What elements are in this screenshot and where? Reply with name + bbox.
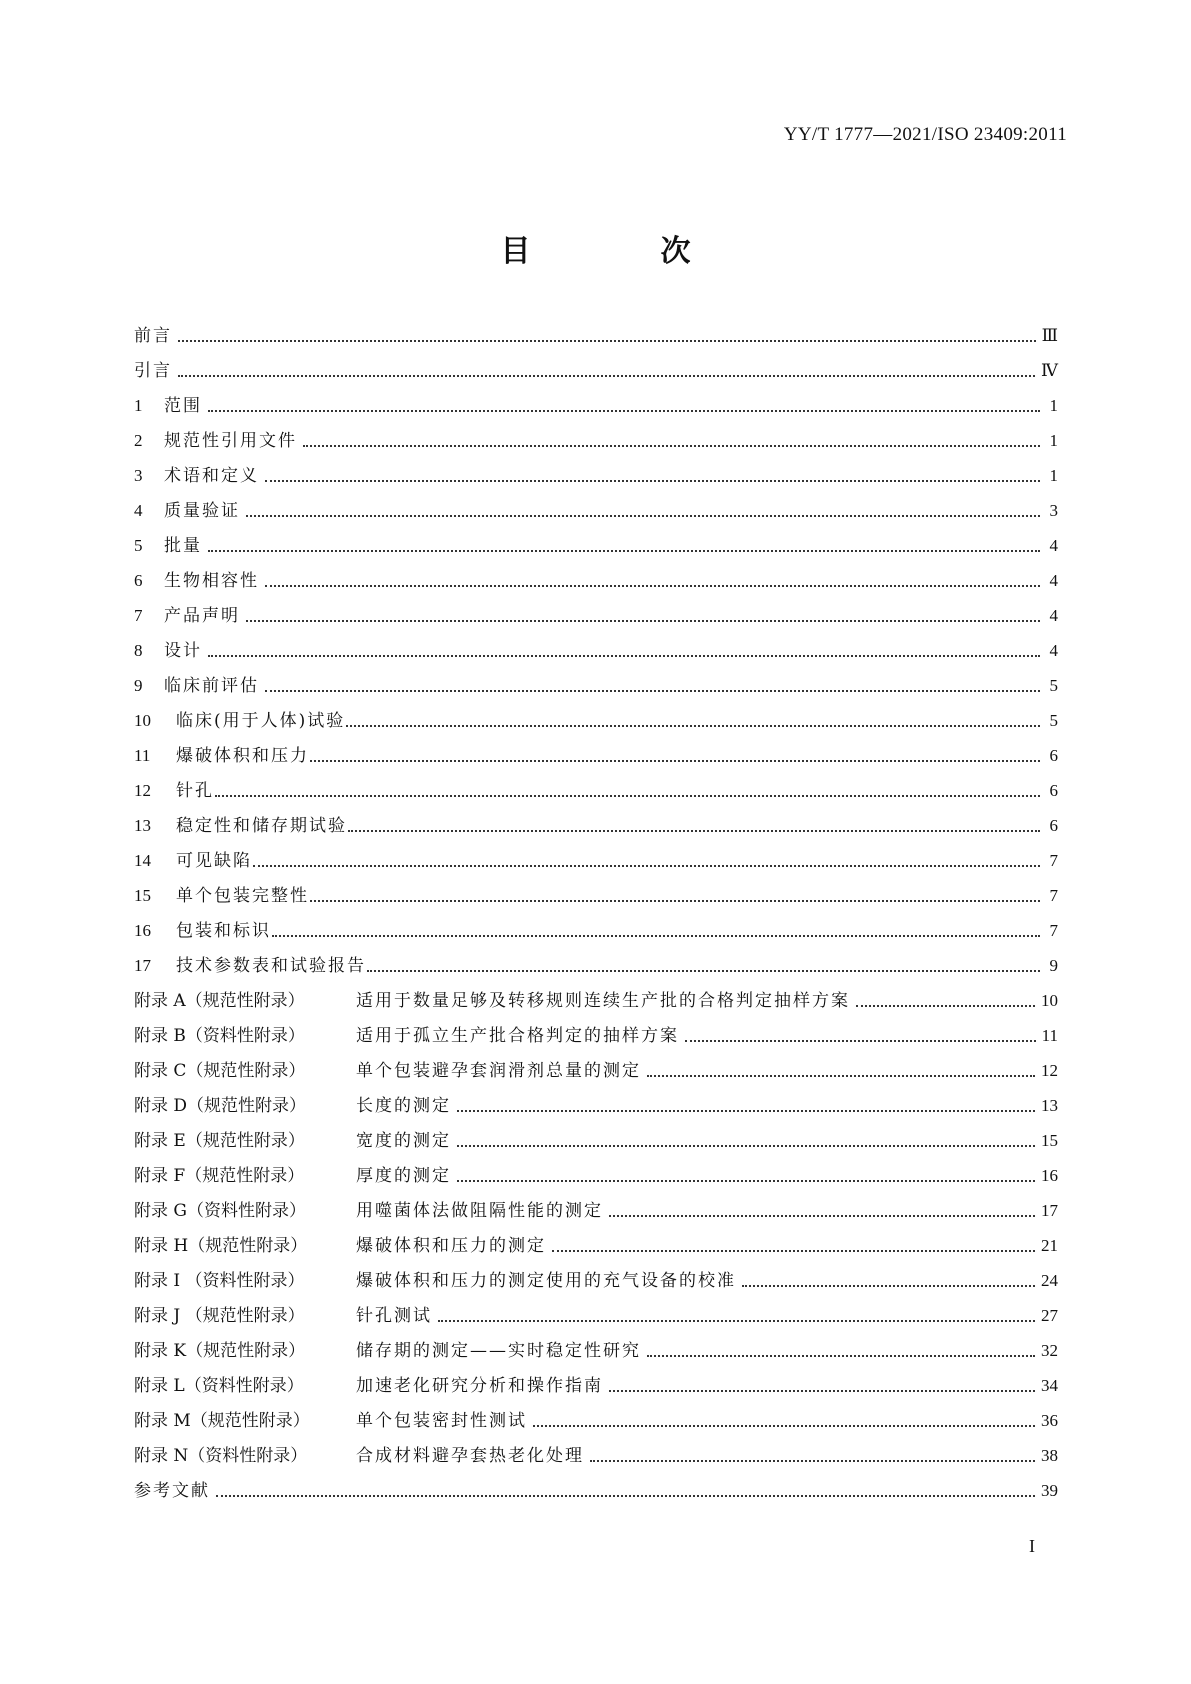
toc-entry-title: 包装和标识	[176, 921, 271, 941]
toc-entry-page: 4	[1049, 606, 1058, 625]
toc-entry-title: 用噬菌体法做阻隔性能的测定	[356, 1201, 603, 1221]
toc-entry-number: 附录 L（资料性附录）	[134, 1376, 304, 1396]
toc-entry[interactable]	[134, 697, 1058, 732]
standard-code: YY/T 1777—2021/ISO 23409:2011	[783, 124, 1067, 145]
toc-entry-page: 34	[1041, 1376, 1058, 1395]
toc-dot-leader	[178, 339, 1036, 342]
toc-dot-leader	[178, 374, 1035, 377]
toc-entry-page: 15	[1041, 1131, 1058, 1150]
toc-dot-leader	[552, 1249, 1035, 1252]
toc-entry[interactable]	[134, 1362, 1058, 1397]
toc-entry-title: 规范性引用文件	[164, 431, 297, 451]
toc-entry-number: 5	[134, 536, 143, 555]
toc-entry-number: 6	[134, 571, 143, 590]
toc-entry-title: 单个包装密封性测试	[356, 1411, 527, 1431]
toc-entry-page: 10	[1041, 991, 1058, 1010]
toc-dot-leader	[215, 794, 1040, 797]
toc-entry-number: 附录 G（资料性附录）	[134, 1201, 306, 1221]
toc-entry-title: 产品声明	[164, 606, 240, 626]
toc-dot-leader	[457, 1179, 1035, 1182]
toc-entry[interactable]	[134, 627, 1058, 662]
toc-entry-number: 附录 F（规范性附录）	[134, 1166, 305, 1186]
toc-dot-leader	[208, 409, 1040, 412]
toc-entry[interactable]	[134, 1432, 1058, 1467]
toc-entry-number: 13	[134, 816, 151, 835]
toc-entry-page: 27	[1041, 1306, 1058, 1325]
toc-entry-title: 单个包装避孕套润滑剂总量的测定	[356, 1061, 641, 1081]
toc-entry[interactable]	[134, 487, 1058, 522]
toc-entry[interactable]	[134, 1117, 1058, 1152]
toc-entry-number: 附录 D（规范性附录）	[134, 1096, 307, 1116]
toc-entry[interactable]	[134, 977, 1058, 1012]
toc-entry-page: 36	[1041, 1411, 1058, 1430]
toc-entry-page: Ⅳ	[1041, 361, 1058, 380]
toc-dot-leader	[533, 1424, 1035, 1427]
toc-entry[interactable]	[134, 767, 1058, 802]
toc-entry-page: 6	[1049, 816, 1058, 835]
toc-dot-leader	[346, 724, 1040, 727]
toc-entry[interactable]	[134, 732, 1058, 767]
toc-dot-leader	[265, 689, 1040, 692]
toc-entry-number: 附录 H（规范性附录）	[134, 1236, 308, 1256]
toc-dot-leader	[367, 969, 1040, 972]
toc-entry-number: 15	[134, 886, 151, 905]
toc-entry-page: 7	[1049, 886, 1058, 905]
table-of-contents	[134, 325, 1058, 1502]
toc-entry[interactable]	[134, 1397, 1058, 1432]
toc-entry-number: 11	[134, 746, 151, 765]
toc-entry[interactable]	[134, 1467, 1058, 1502]
toc-entry-page: 24	[1041, 1271, 1058, 1290]
toc-entry-title: 参考文献	[134, 1481, 210, 1501]
toc-entry-page: 3	[1049, 501, 1058, 520]
toc-entry-number: 附录 B（资料性附录）	[134, 1026, 305, 1046]
toc-dot-leader	[265, 479, 1040, 482]
toc-entry-page: 1	[1049, 466, 1058, 485]
toc-entry-title: 设计	[164, 641, 202, 661]
toc-entry-title: 稳定性和储存期试验	[176, 816, 347, 836]
toc-entry[interactable]	[134, 662, 1058, 697]
toc-entry-title: 单个包装完整性	[176, 886, 309, 906]
toc-entry-number: 16	[134, 921, 151, 940]
toc-entry[interactable]	[134, 1047, 1058, 1082]
toc-entry[interactable]	[134, 1152, 1058, 1187]
toc-entry-title: 爆破体积和压力的测定	[356, 1236, 546, 1256]
toc-entry-title: 生物相容性	[164, 571, 259, 591]
toc-entry-title: 术语和定义	[164, 466, 259, 486]
toc-entry-title: 合成材料避孕套热老化处理	[356, 1446, 584, 1466]
toc-entry[interactable]	[134, 347, 1058, 382]
toc-entry-title: 范围	[164, 396, 202, 416]
toc-entry-number: 附录 C（规范性附录）	[134, 1061, 306, 1081]
toc-dot-leader	[457, 1144, 1035, 1147]
toc-entry-number: 附录 M（规范性附录）	[134, 1411, 310, 1431]
toc-entry-page: 4	[1049, 571, 1058, 590]
toc-dot-leader	[310, 759, 1040, 762]
toc-entry[interactable]	[134, 592, 1058, 627]
toc-entry-number: 1	[134, 396, 143, 415]
toc-entry-title: 宽度的测定	[356, 1131, 451, 1151]
toc-dot-leader	[208, 654, 1040, 657]
toc-entry-page: 7	[1049, 851, 1058, 870]
toc-entry-page: 9	[1049, 956, 1058, 975]
toc-dot-leader	[272, 934, 1040, 937]
toc-entry[interactable]	[134, 1327, 1058, 1362]
toc-dot-leader	[457, 1109, 1035, 1112]
toc-dot-leader	[208, 549, 1040, 552]
toc-dot-leader	[265, 584, 1040, 587]
toc-entry[interactable]	[134, 382, 1058, 417]
toc-entry-page: 38	[1041, 1446, 1058, 1465]
toc-entry-number: 附录 I （资料性附录）	[134, 1271, 305, 1291]
toc-entry[interactable]	[134, 452, 1058, 487]
toc-entry-number: 8	[134, 641, 143, 660]
toc-entry-page: 4	[1049, 641, 1058, 660]
toc-entry-page: 12	[1041, 1061, 1058, 1080]
toc-entry[interactable]	[134, 1187, 1058, 1222]
toc-dot-leader	[647, 1074, 1035, 1077]
toc-entry-number: 4	[134, 501, 143, 520]
toc-entry[interactable]	[134, 417, 1058, 452]
toc-entry[interactable]	[134, 872, 1058, 907]
toc-entry-title: 前言	[134, 326, 172, 346]
toc-entry[interactable]	[134, 1012, 1058, 1047]
toc-entry-title: 适用于数量足够及转移规则连续生产批的合格判定抽样方案	[356, 991, 850, 1011]
toc-entry-number: 14	[134, 851, 151, 870]
toc-entry-title: 爆破体积和压力的测定使用的充气设备的校准	[356, 1271, 736, 1291]
toc-entry-number: 7	[134, 606, 143, 625]
toc-entry[interactable]	[134, 802, 1058, 837]
toc-dot-leader	[742, 1284, 1035, 1287]
toc-dot-leader	[216, 1494, 1035, 1497]
toc-entry[interactable]	[134, 1082, 1058, 1117]
toc-entry-number: 3	[134, 466, 143, 485]
footer-page-number: I	[1029, 1536, 1035, 1556]
toc-entry[interactable]	[134, 557, 1058, 592]
toc-entry[interactable]	[134, 1292, 1058, 1327]
toc-entry-title: 长度的测定	[356, 1096, 451, 1116]
toc-entry-page: 13	[1041, 1096, 1058, 1115]
toc-dot-leader	[246, 619, 1040, 622]
toc-entry[interactable]	[134, 837, 1058, 872]
toc-entry-page: 32	[1041, 1341, 1058, 1360]
toc-entry-title: 爆破体积和压力	[176, 746, 309, 766]
toc-entry-number: 附录 N（资料性附录）	[134, 1446, 308, 1466]
toc-entry-page: 39	[1041, 1481, 1058, 1500]
toc-entry-title: 引言	[134, 361, 172, 381]
toc-entry-page: 6	[1049, 746, 1058, 765]
toc-dot-leader	[590, 1459, 1035, 1462]
page-title: 目 次	[500, 234, 741, 269]
toc-dot-leader	[310, 899, 1040, 902]
toc-entry[interactable]	[134, 1222, 1058, 1257]
toc-entry-page: 21	[1041, 1236, 1058, 1255]
toc-entry-number: 附录 J （规范性附录）	[134, 1306, 305, 1326]
toc-entry-title: 批量	[164, 536, 202, 556]
toc-dot-leader	[253, 864, 1040, 867]
toc-entry[interactable]	[134, 942, 1058, 977]
toc-dot-leader	[685, 1039, 1036, 1042]
toc-dot-leader	[303, 444, 1040, 447]
toc-entry-title: 加速老化研究分析和操作指南	[356, 1376, 603, 1396]
toc-entry-number: 17	[134, 956, 151, 975]
toc-dot-leader	[348, 829, 1040, 832]
toc-entry[interactable]	[134, 907, 1058, 942]
toc-entry[interactable]	[134, 325, 1058, 347]
toc-entry[interactable]	[134, 1257, 1058, 1292]
toc-entry-number: 2	[134, 431, 143, 450]
toc-dot-leader	[609, 1214, 1035, 1217]
toc-entry-title: 储存期的测定——实时稳定性研究	[356, 1341, 641, 1361]
toc-entry-number: 附录 A（规范性附录）	[134, 991, 305, 1011]
toc-entry-page: 6	[1049, 781, 1058, 800]
toc-dot-leader	[647, 1354, 1035, 1357]
toc-entry-title: 临床(用于人体)试验	[176, 711, 346, 731]
toc-entry-page: 16	[1041, 1166, 1058, 1185]
toc-entry-page: 1	[1049, 396, 1058, 415]
toc-entry-page: 5	[1049, 676, 1058, 695]
toc-entry-title: 厚度的测定	[356, 1166, 451, 1186]
toc-entry-page: 7	[1049, 921, 1058, 940]
toc-entry-title: 临床前评估	[164, 676, 259, 696]
toc-dot-leader	[856, 1004, 1035, 1007]
toc-entry-page: 4	[1049, 536, 1058, 555]
toc-entry-number: 12	[134, 781, 151, 800]
toc-entry[interactable]	[134, 522, 1058, 557]
toc-entry-title: 技术参数表和试验报告	[176, 956, 366, 976]
toc-dot-leader	[438, 1319, 1035, 1322]
toc-dot-leader	[609, 1389, 1035, 1392]
toc-entry-page: 5	[1049, 711, 1058, 730]
toc-entry-page: Ⅲ	[1041, 326, 1058, 345]
toc-entry-number: 10	[134, 711, 151, 730]
toc-entry-title: 针孔	[176, 781, 214, 801]
toc-entry-title: 可见缺陷	[176, 851, 252, 871]
toc-entry-title: 质量验证	[164, 501, 240, 521]
toc-dot-leader	[246, 514, 1040, 517]
toc-entry-number: 9	[134, 676, 143, 695]
toc-entry-page: 1	[1049, 431, 1058, 450]
toc-entry-number: 附录 K（规范性附录）	[134, 1341, 306, 1361]
toc-entry-page: 17	[1041, 1201, 1058, 1220]
toc-entry-number: 附录 E（规范性附录）	[134, 1131, 305, 1151]
toc-entry-title: 针孔测试	[356, 1306, 432, 1326]
toc-entry-title: 适用于孤立生产批合格判定的抽样方案	[356, 1026, 679, 1046]
toc-entry-page: 11	[1041, 1026, 1058, 1045]
